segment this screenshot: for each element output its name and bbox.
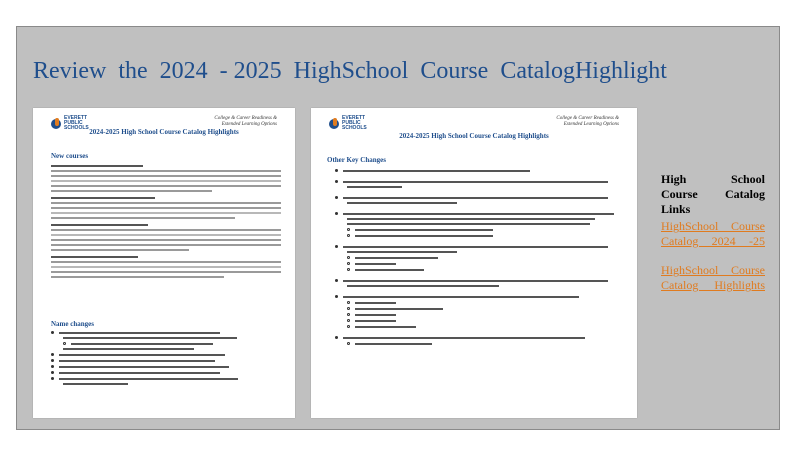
document-title: 2024-2025 High School Course Catalog Highlights bbox=[89, 128, 239, 136]
catalog-highlights-page-2[interactable] bbox=[311, 108, 637, 418]
header-line: Extended Learning Options bbox=[221, 122, 277, 127]
header-line: College & Career Readiness & bbox=[214, 116, 277, 121]
links-heading-line: Links bbox=[661, 202, 691, 216]
document-header bbox=[556, 116, 619, 128]
key-changes-list bbox=[335, 166, 623, 348]
header-line: Extended Learning Options bbox=[563, 122, 619, 127]
title-word: 2024 bbox=[159, 58, 208, 84]
header-line: College & Career Readiness & bbox=[556, 116, 619, 121]
slide-title bbox=[33, 58, 667, 85]
title-word: the bbox=[118, 58, 148, 84]
catalog-links-panel bbox=[661, 172, 765, 293]
link-text-line[interactable]: Catalog 2024 -25 bbox=[661, 234, 765, 248]
title-word: Review bbox=[33, 58, 107, 84]
section-heading-name-changes: Name changes bbox=[51, 320, 94, 328]
logo-text-line: SCHOOLS bbox=[342, 125, 367, 131]
links-heading-line: Course Catalog bbox=[661, 187, 765, 201]
catalog-highlights-link[interactable] bbox=[661, 263, 765, 293]
section-heading-new-courses: New courses bbox=[51, 152, 89, 160]
logo-text-line: PUBLIC bbox=[64, 120, 83, 126]
body-text-block bbox=[51, 160, 281, 281]
logo-text-line: EVERETT bbox=[342, 115, 366, 121]
title-word: HighSchool bbox=[293, 58, 409, 84]
logo-text-line: PUBLIC bbox=[342, 120, 361, 126]
course-catalog-link[interactable] bbox=[661, 219, 765, 249]
link-text-line[interactable]: HighSchool Course bbox=[661, 263, 765, 277]
link-text-line[interactable]: HighSchool Course bbox=[661, 219, 765, 233]
section-heading-other-key-changes: Other Key Changes bbox=[327, 156, 386, 164]
links-heading-line: High School bbox=[661, 172, 765, 186]
catalog-highlights-page-1[interactable] bbox=[33, 108, 295, 418]
title-word: Course bbox=[420, 58, 489, 84]
links-heading bbox=[661, 172, 765, 217]
logo-mark-icon bbox=[51, 119, 61, 129]
logo-text-line: SCHOOLS bbox=[64, 125, 89, 131]
name-changes-list bbox=[51, 328, 281, 388]
document-title: 2024-2025 High School Course Catalog Highlights bbox=[399, 132, 549, 140]
title-word: CatalogHighlight bbox=[500, 58, 667, 84]
logo-mark-icon bbox=[329, 119, 339, 129]
logo-text-line: EVERETT bbox=[64, 115, 88, 121]
link-text-line[interactable]: Catalog Highlights bbox=[661, 278, 765, 292]
district-logo bbox=[329, 116, 367, 131]
title-word: - 2025 bbox=[219, 58, 282, 84]
document-header bbox=[214, 116, 277, 128]
